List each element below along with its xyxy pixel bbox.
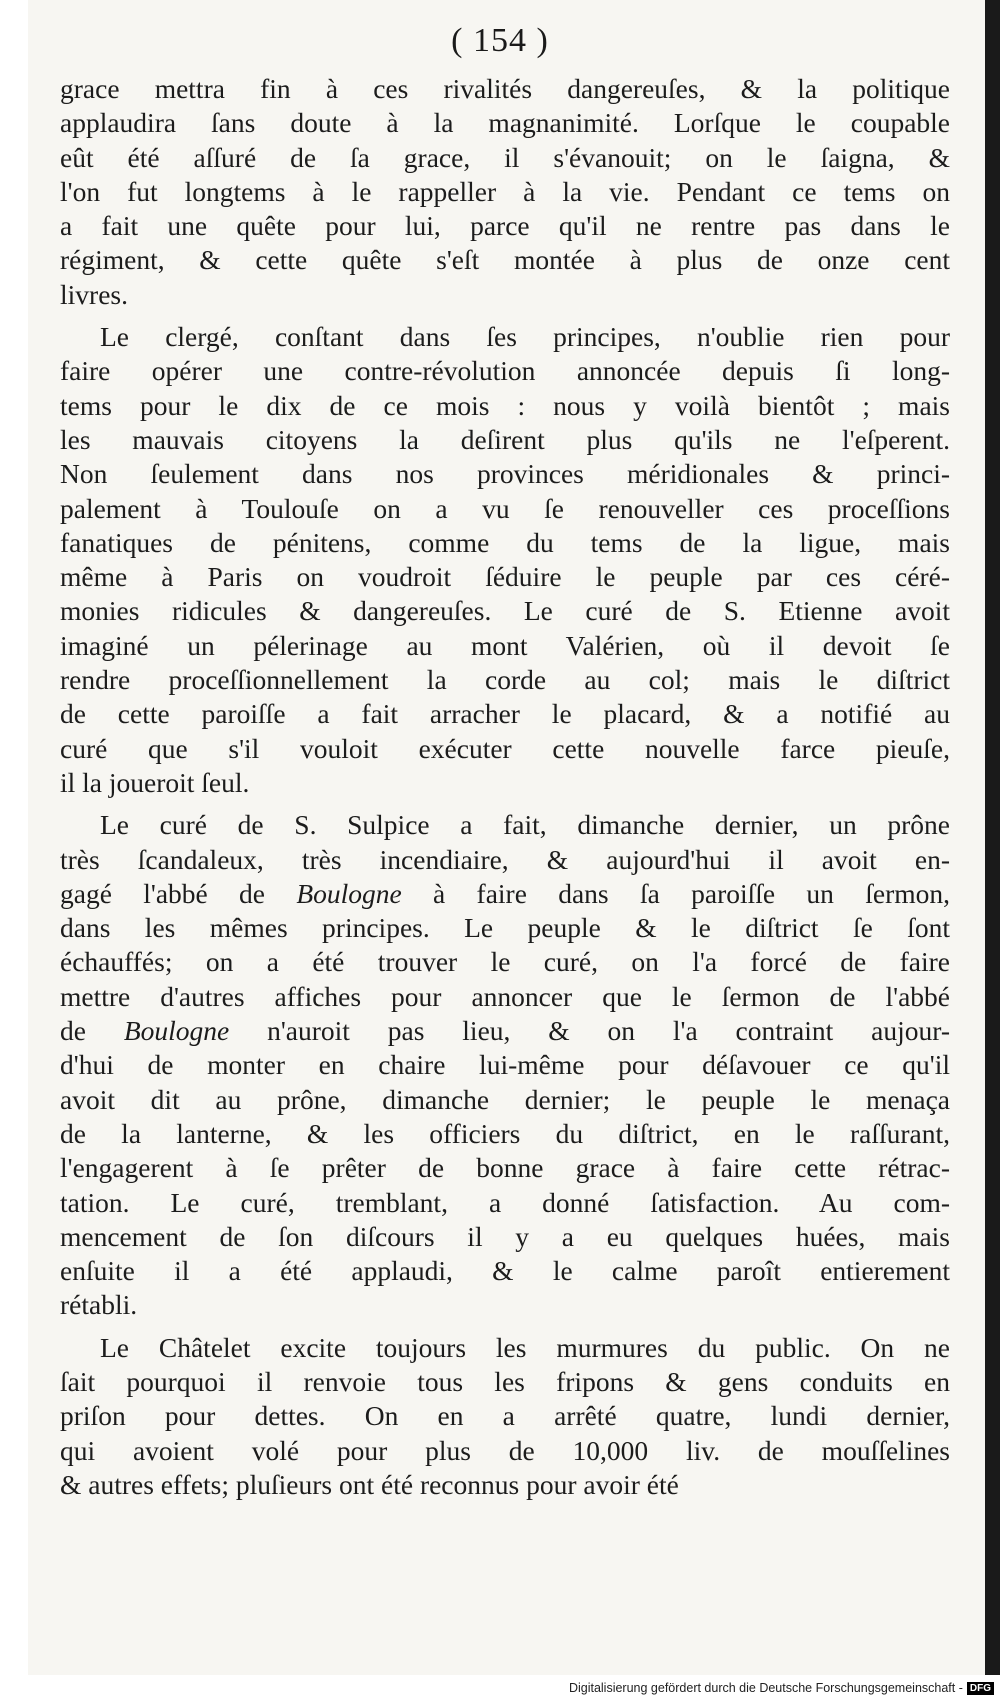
text-line: tation. Le curé, tremblant, a donné ſatisfaction. Au com- <box>60 1186 950 1218</box>
text-line: Non ſeulement dans nos provinces méridionales & princi- <box>60 458 950 490</box>
text-line: monies ridicules & dangereuſes. Le curé de S. Etienne avoit <box>60 595 950 627</box>
text-line: livres. <box>60 278 128 310</box>
text-line: grace mettra fin à ces rivalités dangereuſes, & la politique <box>60 73 950 104</box>
text-line: palement à Toulouſe on a vu ſe renouveller ces proceſſions <box>60 492 950 524</box>
text-line: très ſcandaleux, très incendiaire, & aujourd'hui il avoit en- <box>60 843 950 875</box>
text-line: gagé l'abbé de Boulogne à faire dans ſa paroiſſe un ſermon, <box>60 877 950 909</box>
text-line: faire opérer une contre-révolution annoncée depuis ſi long- <box>60 355 950 387</box>
text-line: enſuite il a été applaudi, & le calme paroît entierement <box>60 1255 950 1287</box>
italic-name: Boulogne <box>296 877 402 909</box>
page-edge-shadow <box>985 0 1000 1675</box>
text-line: imaginé un pélerinage au mont Valérien, où il devoit ſe <box>60 629 950 661</box>
italic-name: Boulogne <box>123 1015 230 1047</box>
paragraph <box>60 320 950 800</box>
text-line: dans les mêmes principes. Le peuple & le diſtrict ſe ſont <box>60 912 950 944</box>
text-line: a fait une quête pour lui, parce qu'il ne rentre pas dans le <box>60 210 950 242</box>
digitization-footer <box>0 1678 1000 1699</box>
paragraph <box>60 72 950 312</box>
text-line: applaudira ſans doute à la magnanimité. Lorſque le coupable <box>60 107 950 139</box>
text-line: régiment, & cette quête s'eſt montée à plus de onze cent <box>60 244 950 276</box>
text-line: ſait pourquoi il renvoie tous les fripons & gens conduits en <box>60 1365 950 1397</box>
text-line: d'hui de monter en chaire lui-même pour déſavouer ce qu'il <box>60 1049 950 1081</box>
text-line: tems pour le dix de ce mois : nous y voilà bientôt ; mais <box>60 389 950 421</box>
paragraph-gap <box>60 312 950 320</box>
text-line: avoit dit au prône, dimanche dernier; le peuple le menaça <box>60 1083 950 1115</box>
body-text <box>60 72 950 1502</box>
text-line: priſon pour dettes. On en a arrêté quatre, lundi dernier, <box>60 1400 950 1432</box>
text-line: de la lanterne, & les officiers du diſtrict, en le raſſurant, <box>60 1117 950 1149</box>
paragraph <box>60 1331 950 1502</box>
text-line: l'on fut longtems à le rappeller à la vie. Pendant ce tems on <box>60 175 950 207</box>
text-line: les mauvais citoyens la deſirent plus qu'ils ne l'eſperent. <box>60 423 950 455</box>
text-line: rétabli. <box>60 1289 138 1321</box>
text-line: fanatiques de pénitens, comme du tems de la ligue, mais <box>60 526 950 558</box>
text-line: de cette paroiſſe a fait arracher le placard, & a notifié au <box>60 698 950 730</box>
footer-credit: Digitalisierung gefördert durch die Deutsche Forschungsgemeinschaft - <box>568 1681 963 1695</box>
text-line: de Boulogne n'auroit pas lieu, & on l'a contraint aujour- <box>60 1015 950 1047</box>
text-line: eût été aſſuré de ſa grace, il s'évanouit; on le ſaigna, & <box>60 141 950 173</box>
dfg-logo: DFG <box>967 1682 994 1695</box>
paragraph-gap <box>60 800 950 808</box>
paragraph-gap <box>60 1323 950 1331</box>
text-line: Le Châtelet excite toujours les murmures du public. On ne <box>100 1331 950 1363</box>
text-line: mencement de ſon diſcours il y a eu quelques huées, mais <box>60 1220 950 1252</box>
text-line: Le curé de S. Sulpice a fait, dimanche dernier, un prône <box>100 809 950 841</box>
text-line: qui avoient volé pour plus de 10,000 liv. de mouſſelines <box>60 1434 950 1466</box>
paragraph <box>60 808 950 1322</box>
text-line: échauffés; on a été trouver le curé, on l'a forcé de faire <box>60 946 950 978</box>
text-line: mettre d'autres affiches pour annoncer que le ſermon de l'abbé <box>60 980 950 1012</box>
text-line: même à Paris on voudroit ſéduire le peuple par ces céré- <box>60 561 950 593</box>
text-line: rendre proceſſionnellement la corde au col; mais le diſtrict <box>60 664 950 696</box>
page-number: ( 154 ) <box>451 22 549 59</box>
text-line: & autres effets; pluſieurs ont été reconnus pour avoir été <box>60 1468 679 1500</box>
text-line: il la joueroit ſeul. <box>60 766 250 798</box>
text-line: Le clergé, conſtant dans ſes principes, n'oublie rien pour <box>100 321 950 353</box>
text-line: curé que s'il vouloit exécuter cette nouvelle farce pieuſe, <box>60 732 950 764</box>
text-line: l'engagerent à ſe prêter de bonne grace à faire cette rétrac- <box>60 1152 950 1184</box>
